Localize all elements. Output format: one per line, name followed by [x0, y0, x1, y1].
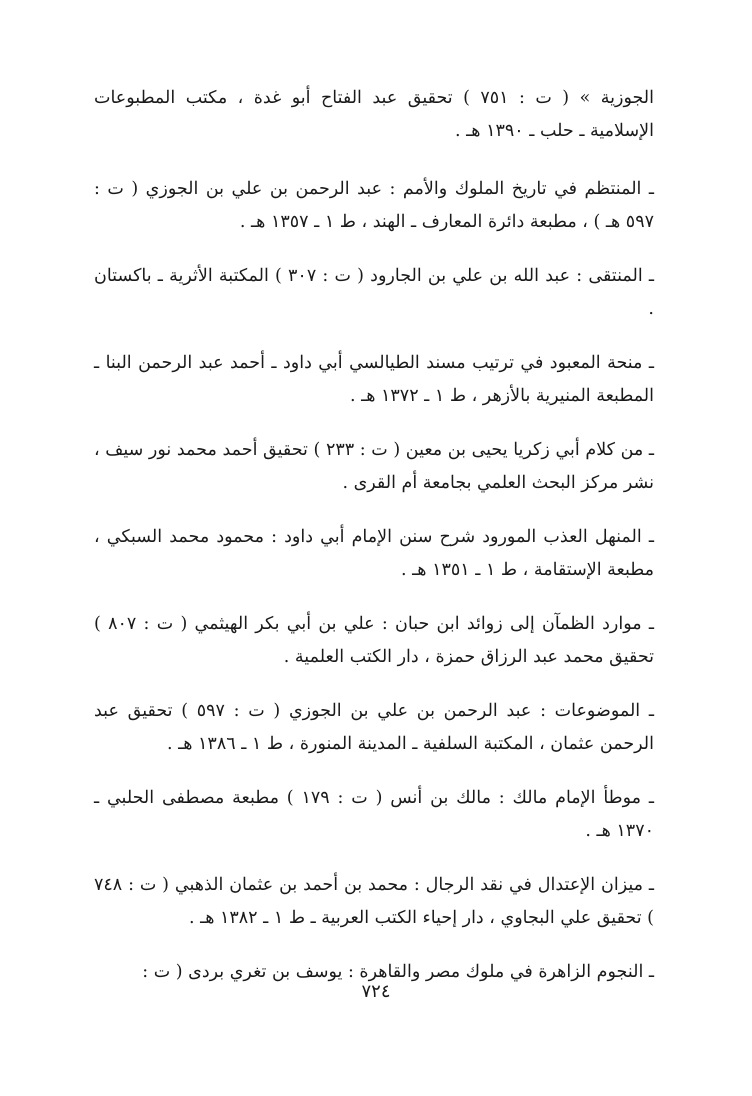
bibliography-entry: ـ منحة المعبود في ترتيب مسند الطيالسي أبي داود ـ أحمد عبد الرحمن البنا ـ المطبعة المنيرية بالأزهر ، ط ١ ـ ١٣٧٢ هـ .	[94, 353, 654, 406]
bibliography-entry: الجوزية » ( ت : ٧٥١ ) تحقيق عبد الفتاح أبو غدة ، مكتب المطبوعات الإسلامية ـ حلب ـ ١٣٩٠ هـ .	[94, 88, 654, 141]
bibliography-entry: ـ المنهل العذب المورود شرح سنن الإمام أبي داود : محمود محمد السبكي ، مطبعة الإستقامة ، ط ١ ـ ١٣٥١ هـ .	[94, 527, 654, 580]
bibliography-entry: ـ من كلام أبي زكريا يحيى بن معين ( ت : ٢٣٣ ) تحقيق أحمد محمد نور سيف ، نشر مركز البحث العلمي بجامعة أم القرى .	[94, 440, 654, 493]
page-number: ٧٢٤	[361, 981, 391, 1002]
bibliography-entry: ـ ميزان الإعتدال في نقد الرجال : محمد بن أحمد بن عثمان الذهبي ( ت : ٧٤٨ ) تحقيق علي البجاوي ، دار إحياء الكتب العربية ـ ط ١ ـ ١٣٨٢ هـ .	[94, 875, 654, 928]
bibliography-entry: ـ الموضوعات : عبد الرحمن بن علي بن الجوزي ( ت : ٥٩٧ ) تحقيق عبد الرحمن عثمان ، المكتبة السلفية ـ المدينة المنورة ، ط ١ ـ ١٣٨٦ هـ .	[94, 701, 655, 754]
bibliography-entry: ـ النجوم الزاهرة في ملوك مصر والقاهرة : يوسف بن تغري بردى ( ت :	[142, 962, 654, 982]
bibliography-entry: ـ المنتقى : عبد الله بن علي بن الجارود ( ت : ٣٠٧ ) المكتبة الأثرية ـ باكستان .	[94, 266, 654, 319]
bibliography-entry: ـ موطأ الإمام مالك : مالك بن أنس ( ت : ١٧٩ ) مطبعة مصطفى الحلبي ـ ١٣٧٠ هـ .	[94, 788, 654, 841]
bibliography-entry: ـ المنتظم في تاريخ الملوك والأمم : عبد الرحمن بن علي بن الجوزي ( ت : ٥٩٧ هـ ) ، مطبعة دائرة المعارف ـ الهند ، ط ١ ـ ١٣٥٧ هـ .	[94, 179, 654, 232]
bibliography-entry: ـ موارد الظمآن إلى زوائد ابن حبان : علي بن أبي بكر الهيثمي ( ت : ٨٠٧ ) تحقيق محمد عبد الرزاق حمزة ، دار الكتب العلمية .	[94, 614, 654, 667]
bibliography-text	[94, 82, 654, 1010]
